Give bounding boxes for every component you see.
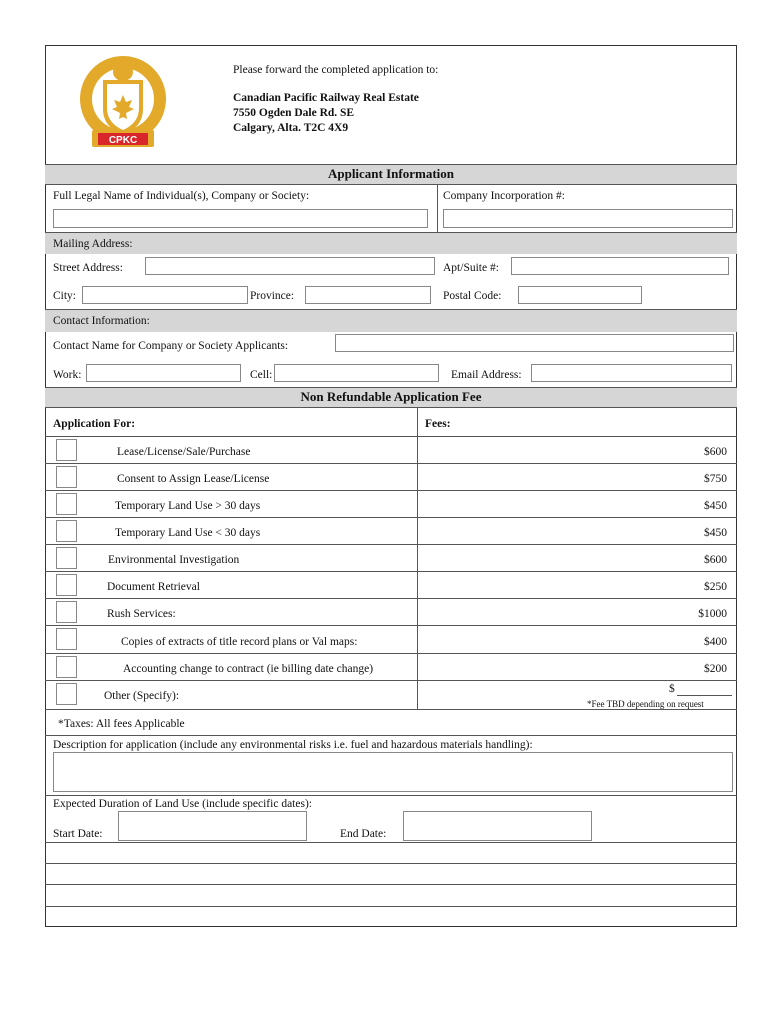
cell-phone-field[interactable]	[274, 364, 439, 382]
end-date-label: End Date:	[340, 828, 387, 840]
apt-field[interactable]	[511, 257, 729, 275]
other-fee-field[interactable]	[677, 683, 732, 696]
other-fee-dollar: $	[669, 683, 675, 695]
contact-label: Contact Information:	[53, 315, 150, 327]
cpkc-logo	[76, 47, 171, 155]
postal-field[interactable]	[518, 286, 642, 304]
address-line-2: 7550 Ogden Dale Rd. SE	[233, 107, 355, 119]
fee-item-amount: $450	[704, 500, 727, 512]
province-label: Province:	[250, 290, 295, 302]
fee-item-label: Other (Specify):	[104, 690, 180, 702]
mailing-label: Mailing Address:	[53, 238, 133, 250]
fee-checkbox-4[interactable]	[56, 547, 77, 569]
fee-item-amount: $750	[704, 473, 727, 485]
work-phone-field[interactable]	[86, 364, 241, 382]
apt-label: Apt/Suite #:	[443, 262, 499, 274]
fee-item-amount: $600	[704, 446, 727, 458]
fee-checkbox-7[interactable]	[56, 628, 77, 650]
email-label: Email Address:	[451, 369, 522, 381]
logo-text: CPKC	[108, 135, 138, 146]
contact-name-label: Contact Name for Company or Society Applicants:	[53, 340, 289, 352]
fee-item-label: Consent to Assign Lease/License	[117, 473, 270, 485]
contact-name-field[interactable]	[335, 334, 734, 352]
fee-item-amount: $1000	[698, 608, 727, 620]
city-label: City:	[53, 290, 77, 302]
fee-item-label: Environmental Investigation	[108, 554, 240, 566]
fee-checkbox-9[interactable]	[56, 683, 77, 705]
duration-label: Expected Duration of Land Use (include specific dates):	[53, 798, 312, 810]
mailing-band	[45, 232, 737, 254]
taxes-note: *Taxes: All fees Applicable	[58, 718, 185, 730]
address-line-1: Canadian Pacific Railway Real Estate	[233, 92, 419, 104]
fee-item-label: Copies of extracts of title record plans or Val maps:	[121, 636, 358, 648]
province-field[interactable]	[305, 286, 431, 304]
fee-item-label: Lease/License/Sale/Purchase	[117, 446, 251, 458]
fee-checkbox-5[interactable]	[56, 574, 77, 596]
start-date-field[interactable]	[118, 811, 307, 841]
fee-checkbox-2[interactable]	[56, 493, 77, 515]
fee-item-amount: $450	[704, 527, 727, 539]
fee-checkbox-6[interactable]	[56, 601, 77, 623]
incorp-label: Company Incorporation #:	[443, 190, 566, 202]
fee-checkbox-0[interactable]	[56, 439, 77, 461]
description-field[interactable]	[53, 752, 733, 792]
full-name-field[interactable]	[53, 209, 428, 228]
fee-checkbox-1[interactable]	[56, 466, 77, 488]
applicant-section-title: Applicant Information	[327, 166, 455, 181]
address-line-3: Calgary, Alta. T2C 4X9	[233, 122, 349, 134]
description-label: Description for application (include any environmental risks i.e. fuel and hazardous materials handling):	[53, 739, 533, 751]
city-field[interactable]	[82, 286, 248, 304]
full-name-label: Full Legal Name of Individual(s), Company or Society:	[53, 190, 310, 202]
fee-checkbox-8[interactable]	[56, 656, 77, 678]
fee-tbd-note: *Fee TBD depending on request	[587, 699, 704, 709]
fee-checkbox-3[interactable]	[56, 520, 77, 542]
incorp-field[interactable]	[443, 209, 733, 228]
fee-item-label: Temporary Land Use < 30 days	[115, 527, 261, 539]
fee-item-label: Accounting change to contract (ie billing date change)	[123, 663, 374, 675]
fee-item-label: Document Retrieval	[107, 581, 200, 593]
fees-label: Fees:	[425, 418, 451, 430]
fee-item-amount: $250	[704, 581, 727, 593]
street-label: Street Address:	[53, 262, 123, 274]
fee-section-title: Non Refundable Application Fee	[300, 389, 482, 404]
postal-label: Postal Code:	[443, 290, 502, 302]
fee-item-label: Temporary Land Use > 30 days	[115, 500, 261, 512]
end-date-field[interactable]	[403, 811, 592, 841]
fee-item-label: Rush Services:	[107, 608, 176, 620]
start-date-label: Start Date:	[53, 828, 103, 840]
app-for-label: Application For:	[53, 418, 136, 430]
street-field[interactable]	[145, 257, 435, 275]
work-label: Work:	[53, 369, 82, 381]
cell-label: Cell:	[250, 369, 273, 381]
fee-item-amount: $200	[704, 663, 727, 675]
fee-item-amount: $600	[704, 554, 727, 566]
forward-text: Please forward the completed application to:	[233, 64, 439, 76]
email-field[interactable]	[531, 364, 732, 382]
fee-item-amount: $400	[704, 636, 727, 648]
